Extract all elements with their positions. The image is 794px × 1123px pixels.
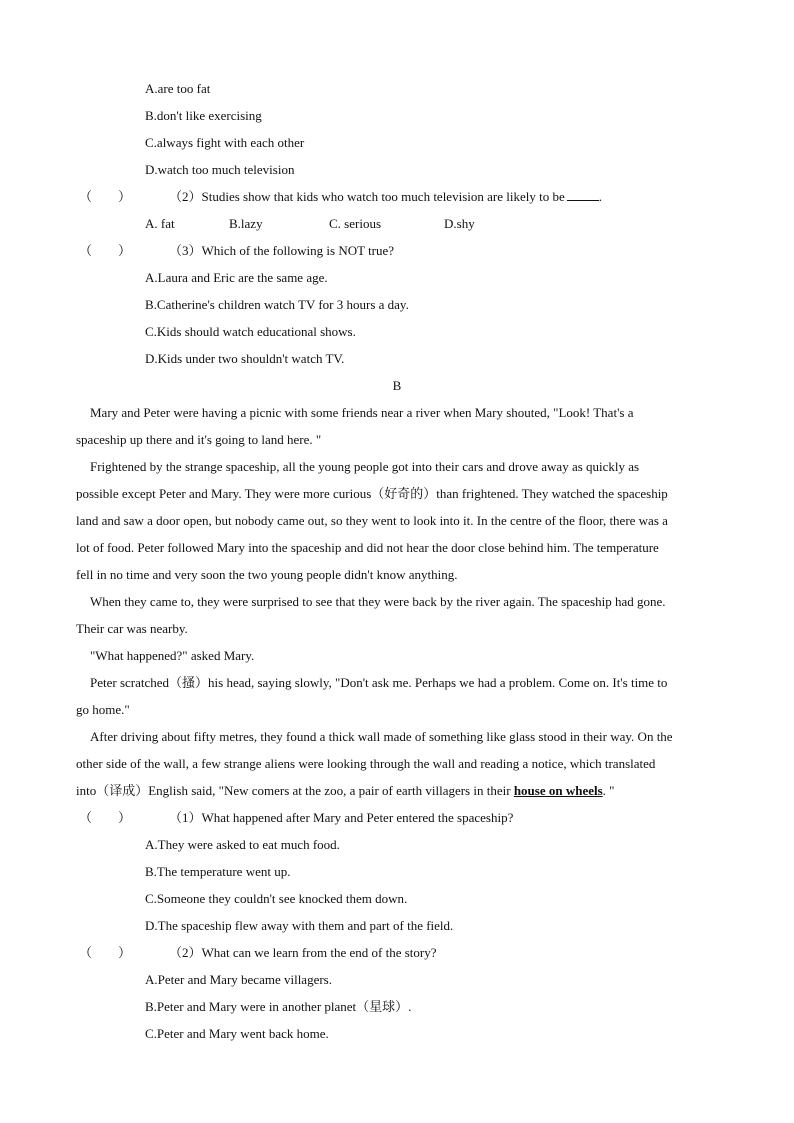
b-q1-option-b: B.The temperature went up.	[145, 864, 291, 879]
a-q1-option-d: D.watch too much television	[145, 162, 295, 177]
option-c: C. serious	[329, 216, 381, 231]
passage-line: land and saw a door open, but nobody came out, so they went to look into it. In the centre of the floor, there was a	[76, 513, 668, 528]
answer-blank[interactable]	[567, 188, 599, 201]
option-d: D.shy	[444, 216, 475, 231]
a-q2	[79, 188, 602, 206]
passage-line: lot of food. Peter followed Mary into the spaceship and did not hear the door close behind him. The temperature	[76, 540, 659, 555]
passage-line: Their car was nearby.	[76, 621, 188, 636]
answer-bracket[interactable]: （ ）	[79, 810, 132, 825]
a-q1-option-a: A.are too fat	[145, 81, 211, 96]
question-stem: （2）Studies show that kids who watch too much television are likely to be	[169, 189, 565, 204]
a-q3-option-d: D.Kids under two shouldn't watch TV.	[145, 351, 345, 366]
line-text: into（译成）English said, "New comers at the zoo, a pair of earth villagers in their	[76, 783, 514, 798]
passage-line: When they came to, they were surprised to see that they were back by the river again. The spaceship had gone.	[90, 594, 666, 609]
b-q1-option-a: A.They were asked to eat much food.	[145, 837, 340, 852]
a-q3-option-b: B.Catherine's children watch TV for 3 hours a day.	[145, 297, 409, 312]
passage-line: other side of the wall, a few strange aliens were looking through the wall and reading a notice, which translated	[76, 756, 656, 771]
passage-line: "What happened?" asked Mary.	[90, 648, 255, 663]
underlined-phrase: house on wheels	[513, 783, 603, 798]
answer-bracket[interactable]: （ ）	[79, 945, 132, 960]
b-q2-option-c: C.Peter and Mary went back home.	[145, 1026, 329, 1041]
passage-line: go home."	[76, 702, 130, 717]
a-q2-options	[145, 215, 475, 233]
a-q3	[79, 242, 394, 260]
answer-bracket[interactable]: （ ）	[79, 243, 132, 258]
b-q1-option-d: D.The spaceship flew away with them and part of the field.	[145, 918, 454, 933]
answer-bracket[interactable]: （ ）	[79, 189, 132, 204]
question-stem: （2）What can we learn from the end of the story?	[169, 945, 437, 960]
b-q2-option-b: B.Peter and Mary were in another planet（星球）.	[145, 999, 412, 1014]
a-q1-option-c: C.always fight with each other	[145, 135, 305, 150]
a-q3-option-c: C.Kids should watch educational shows.	[145, 324, 356, 339]
b-q1-option-c: C.Someone they couldn't see knocked them down.	[145, 891, 408, 906]
passage-line: After driving about fifty metres, they found a thick wall made of something like glass stood in their way. On the	[90, 729, 673, 744]
passage-line: possible except Peter and Mary. They were more curious（好奇的）than frightened. They watched the spaceship	[76, 486, 668, 501]
option-b: B.lazy	[229, 216, 263, 231]
passage-last-line	[76, 782, 726, 800]
a-q3-option-a: A.Laura and Eric are the same age.	[145, 270, 328, 285]
b-q2-option-a: A.Peter and Mary became villagers.	[145, 972, 332, 987]
b-q2	[79, 944, 436, 962]
stem-end: .	[598, 189, 602, 204]
passage-line: spaceship up there and it's going to land here. "	[76, 432, 322, 447]
section-b-heading: B	[392, 378, 402, 393]
line-end: . "	[602, 783, 615, 798]
passage-line: Mary and Peter were having a picnic with some friends near a river when Mary shouted, "Look! That's a	[90, 405, 634, 420]
passage-line: Peter scratched（搔）his head, saying slowly, "Don't ask me. Perhaps we had a problem. Come on. It's time to	[90, 675, 668, 690]
passage-line: fell in no time and very soon the two young people didn't know anything.	[76, 567, 458, 582]
question-stem: （1）What happened after Mary and Peter entered the spaceship?	[169, 810, 514, 825]
question-stem: （3）Which of the following is NOT true?	[169, 243, 395, 258]
b-q1	[79, 809, 513, 827]
option-a: A. fat	[145, 216, 175, 231]
passage-line: Frightened by the strange spaceship, all the young people got into their cars and drove away as quickly as	[90, 459, 640, 474]
a-q1-option-b: B.don't like exercising	[145, 108, 262, 123]
